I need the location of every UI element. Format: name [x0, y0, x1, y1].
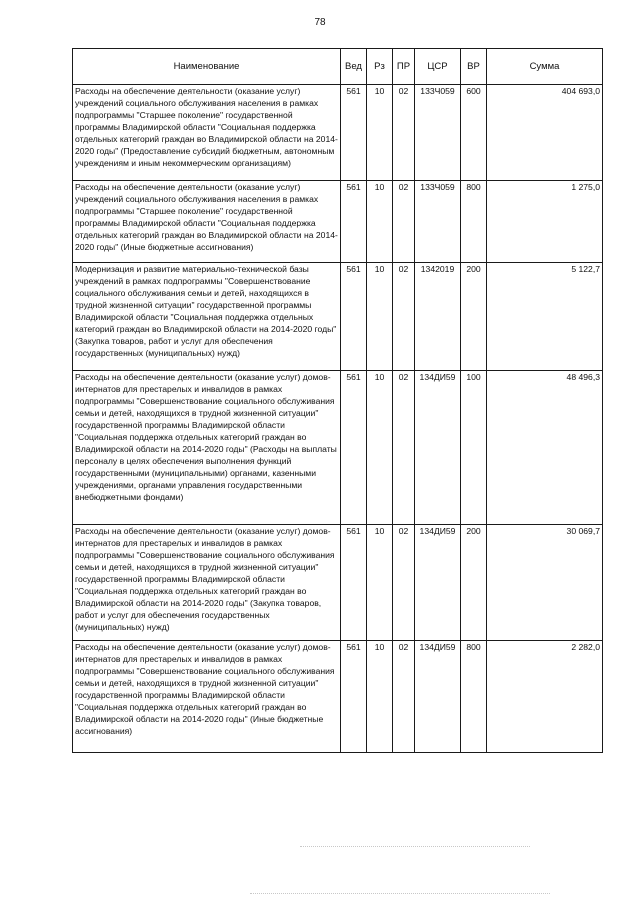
row-vr-cell: 600: [461, 85, 487, 181]
row-name-cell: Расходы на обеспечение деятельности (оказание услуг) учреждений социального обслуживания населения в рамках подпрограммы "Старшее поколение" государственной программы Владимирской области "Социальная поддержка отдельных категорий граждан во Владимирской области на 2014-2020 годы" (Предоставление субсидий бюджетным, автономным учреждениям и иным некоммерческим организациям): [73, 85, 341, 181]
scan-artifact-line: [300, 846, 530, 847]
row-vr-cell: 800: [461, 181, 487, 263]
row-csr-cell: 134ДИ59: [415, 525, 461, 641]
column-header-rz: Рз: [367, 49, 393, 85]
row-name-cell: Расходы на обеспечение деятельности (оказание услуг) домов-интернатов для престарелых и инвалидов в рамках подпрограммы "Совершенствование социального обслуживания семьи и детей, находящихся в трудной жизненной ситуации" государственной программы Владимирской области "Социальная поддержка отдельных категорий граждан во Владимирской области на 2014-2020 годы" (Закупка товаров, работ и услуг для обеспечения государственных (муниципальных) нужд): [73, 525, 341, 641]
row-pr-cell: 02: [393, 641, 415, 753]
table-row: [73, 263, 603, 371]
table-row: [73, 371, 603, 525]
row-sum-cell: 30 069,7: [487, 525, 603, 641]
column-header-ved: Вед: [341, 49, 367, 85]
row-sum-cell: 2 282,0: [487, 641, 603, 753]
budget-table: [72, 48, 603, 753]
row-csr-cell: 133Ч059: [415, 181, 461, 263]
column-header-csr: ЦСР: [415, 49, 461, 85]
row-vr-cell: 800: [461, 641, 487, 753]
row-pr-cell: 02: [393, 181, 415, 263]
table-row: [73, 641, 603, 753]
row-sum-cell: 404 693,0: [487, 85, 603, 181]
row-csr-cell: 134ДИ59: [415, 641, 461, 753]
row-ved-cell: 561: [341, 641, 367, 753]
row-name-cell: Расходы на обеспечение деятельности (оказание услуг) домов-интернатов для престарелых и инвалидов в рамках подпрограммы "Совершенствование социального обслуживания семьи и детей, находящихся в трудной жизненной ситуации" государственной программы Владимирской области "Социальная поддержка отдельных категорий граждан во Владимирской области на 2014-2020 годы" (Расходы на выплаты персоналу в целях обеспечения выполнения функций государственными (муниципальными) органами, казенными учреждениями, органами управления государственными внебюджетными фондами): [73, 371, 341, 525]
row-rz-cell: 10: [367, 641, 393, 753]
row-sum-cell: 5 122,7: [487, 263, 603, 371]
column-header-vr: ВР: [461, 49, 487, 85]
table-row: [73, 525, 603, 641]
row-rz-cell: 10: [367, 85, 393, 181]
row-pr-cell: 02: [393, 371, 415, 525]
table-header-row: [73, 49, 603, 85]
table-row: [73, 181, 603, 263]
column-header-sum: Сумма: [487, 49, 603, 85]
scan-artifact-line: [250, 893, 550, 894]
row-ved-cell: 561: [341, 181, 367, 263]
row-pr-cell: 02: [393, 85, 415, 181]
row-rz-cell: 10: [367, 525, 393, 641]
row-pr-cell: 02: [393, 263, 415, 371]
row-rz-cell: 10: [367, 371, 393, 525]
page-number: 78: [314, 17, 326, 28]
row-ved-cell: 561: [341, 525, 367, 641]
row-pr-cell: 02: [393, 525, 415, 641]
row-rz-cell: 10: [367, 263, 393, 371]
row-csr-cell: 133Ч059: [415, 85, 461, 181]
row-vr-cell: 200: [461, 525, 487, 641]
row-ved-cell: 561: [341, 85, 367, 181]
row-rz-cell: 10: [367, 181, 393, 263]
row-vr-cell: 100: [461, 371, 487, 525]
row-csr-cell: 1342019: [415, 263, 461, 371]
row-name-cell: Модернизация и развитие материально-технической базы учреждений в рамках подпрограммы "Совершенствование социального обслуживания семьи и детей, находящихся в трудной жизненной ситуации" государственной программы Владимирской области "Социальная поддержка отдельных категорий граждан во Владимирской области на 2014-2020 годы" (Закупка товаров, работ и услуг для обеспечения государственных (муниципальных) нужд): [73, 263, 341, 371]
row-ved-cell: 561: [341, 371, 367, 525]
row-name-cell: Расходы на обеспечение деятельности (оказание услуг) домов-интернатов для престарелых и инвалидов в рамках подпрограммы "Совершенствование социального обслуживания семьи и детей, находящихся в трудной жизненной ситуации" государственной программы Владимирской области "Социальная поддержка отдельных категорий граждан во Владимирской области на 2014-2020 годы" (Иные бюджетные ассигнования): [73, 641, 341, 753]
row-sum-cell: 1 275,0: [487, 181, 603, 263]
row-name-cell: Расходы на обеспечение деятельности (оказание услуг) учреждений социального обслуживания населения в рамках подпрограммы "Старшее поколение" государственной программы Владимирской области "Социальная поддержка отдельных категорий граждан во Владимирской области на 2014-2020 годы" (Иные бюджетные ассигнования): [73, 181, 341, 263]
column-header-name: Наименование: [73, 49, 341, 85]
row-csr-cell: 134ДИ59: [415, 371, 461, 525]
column-header-pr: ПР: [393, 49, 415, 85]
row-sum-cell: 48 496,3: [487, 371, 603, 525]
table-row: [73, 85, 603, 181]
row-ved-cell: 561: [341, 263, 367, 371]
row-vr-cell: 200: [461, 263, 487, 371]
